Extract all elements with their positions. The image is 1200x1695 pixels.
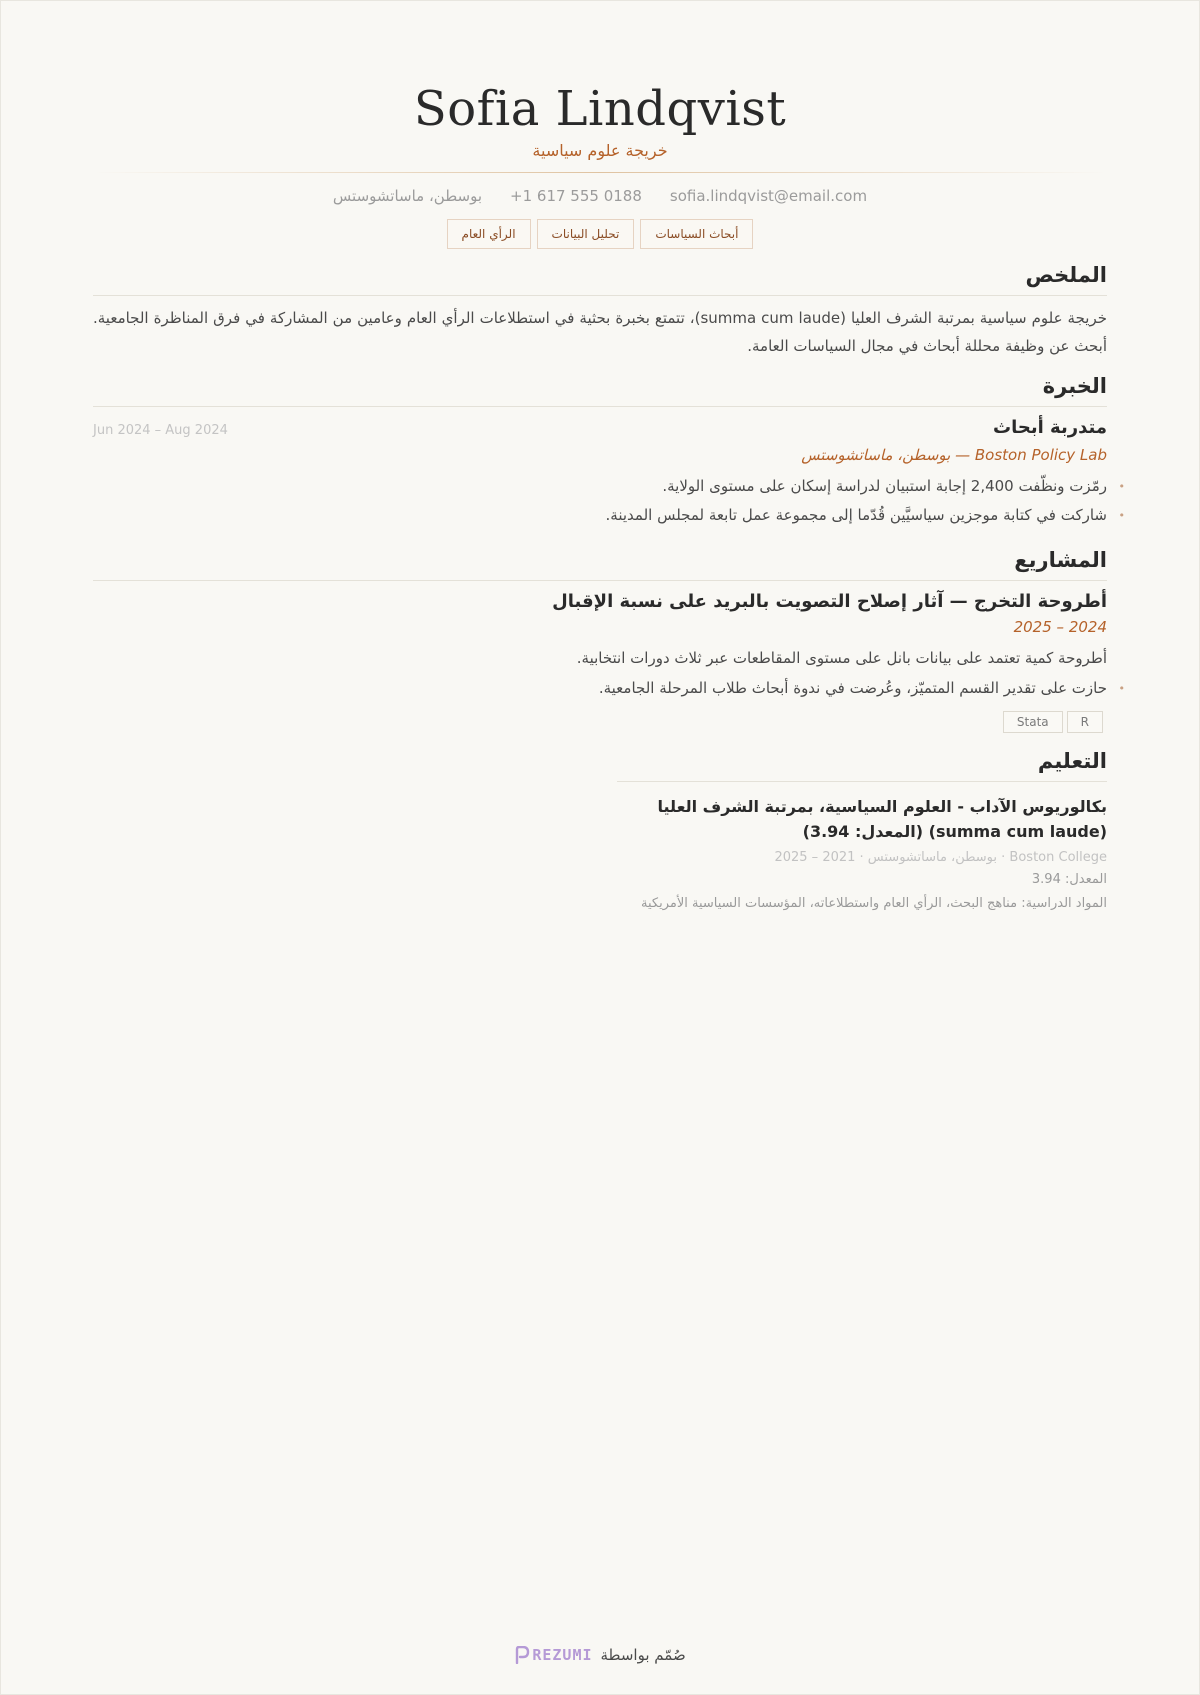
summary-section (93, 263, 1107, 360)
list-item: • رمّزت ونظّفت 2,400 إجابة استبيان لدراسة إسكان على مستوى الولاية. (93, 472, 1107, 501)
project-dates: 2024 – 2025 (1013, 618, 1107, 636)
skill-chip: تحليل البيانات (537, 219, 635, 249)
tech-tag: Stata (1003, 711, 1063, 733)
projects-section (93, 548, 1107, 733)
degree-title: بكالوريوس الآداب - العلوم السياسية، بمرتبة الشرف العليا (summa cum laude) (المعدل: 3.94) (657, 797, 1107, 841)
candidate-title: خريجة علوم سياسية (532, 141, 668, 160)
list-item: • شاركت في كتابة موجزين سياسيَّين قُدّما إلى مجموعة عمل تابعة لمجلس المدينة. (93, 501, 1107, 530)
education-meta: Boston College · بوسطن، ماساتشوستس · 2021 – 2025 (774, 850, 1107, 865)
contact-email[interactable]: sofia.lindqvist@email.com (669, 187, 868, 205)
candidate-name: Sofia Lindqvist (413, 81, 787, 137)
project-tags (93, 711, 1107, 733)
job-organization: Boston Policy Lab — بوسطن، ماساتشوستس (801, 446, 1107, 464)
resume-content (93, 71, 1107, 913)
rezumi-logo-icon (514, 1646, 530, 1664)
list-item: • حازت على تقدير القسم المتميّز، وعُرضت في ندوة أبحاث طلاب المرحلة الجامعية. (93, 674, 1107, 703)
section-heading-education: التعليم (617, 749, 1107, 782)
footer (1, 1646, 1199, 1664)
skill-chip: أبحاث السياسات (640, 219, 753, 249)
section-heading-experience: الخبرة (93, 374, 1107, 407)
experience-section (93, 374, 1107, 530)
rezumi-logo-text: REZUMI (532, 1646, 593, 1664)
tech-tag: R (1067, 711, 1103, 733)
contact-location: بوسطن، ماساتشوستس (332, 187, 483, 205)
project-bullets (93, 674, 1107, 703)
education-section (617, 749, 1107, 913)
job-bullets (93, 472, 1107, 530)
contact-row (93, 187, 1107, 205)
project-title: أطروحة التخرج — آثار إصلاح التصويت بالبريد على نسبة الإقبال (552, 591, 1107, 612)
education-gpa: المعدل: 3.94 (1031, 872, 1107, 887)
section-heading-projects: المشاريع (93, 548, 1107, 581)
education-courses: المواد الدراسية: مناهج البحث، الرأي العام واستطلاعاته، المؤسسات السياسية الأمريكية (641, 896, 1107, 911)
project-description: أطروحة كمية تعتمد على بيانات بانل على مستوى المقاطعات عبر ثلاث دورات انتخابية. (576, 649, 1107, 667)
experience-item (93, 417, 1107, 438)
summary-text: خريجة علوم سياسية بمرتبة الشرف العليا (summa cum laude)، تتمتع بخبرة بحثية في استطلاعات الرأي العام وعامين من المشاركة في فرق المناظرة الجامعية. أبحث عن وظيفة محللة أبحاث في مجال السياسات العامة. (93, 309, 1107, 355)
footer-label: صُمّم بواسطة (600, 1646, 686, 1664)
contact-phone[interactable]: +1 617 555 0188 (510, 187, 642, 205)
header-divider (93, 172, 1107, 173)
rezumi-logo[interactable] (514, 1646, 592, 1664)
skill-chip: الرأي العام (447, 219, 531, 249)
job-dates: Jun 2024 – Aug 2024 (93, 423, 228, 438)
skills-row (93, 219, 1107, 249)
job-title: متدربة أبحاث (993, 417, 1107, 438)
section-heading-summary: الملخص (93, 263, 1107, 296)
resume-header (93, 79, 1107, 249)
